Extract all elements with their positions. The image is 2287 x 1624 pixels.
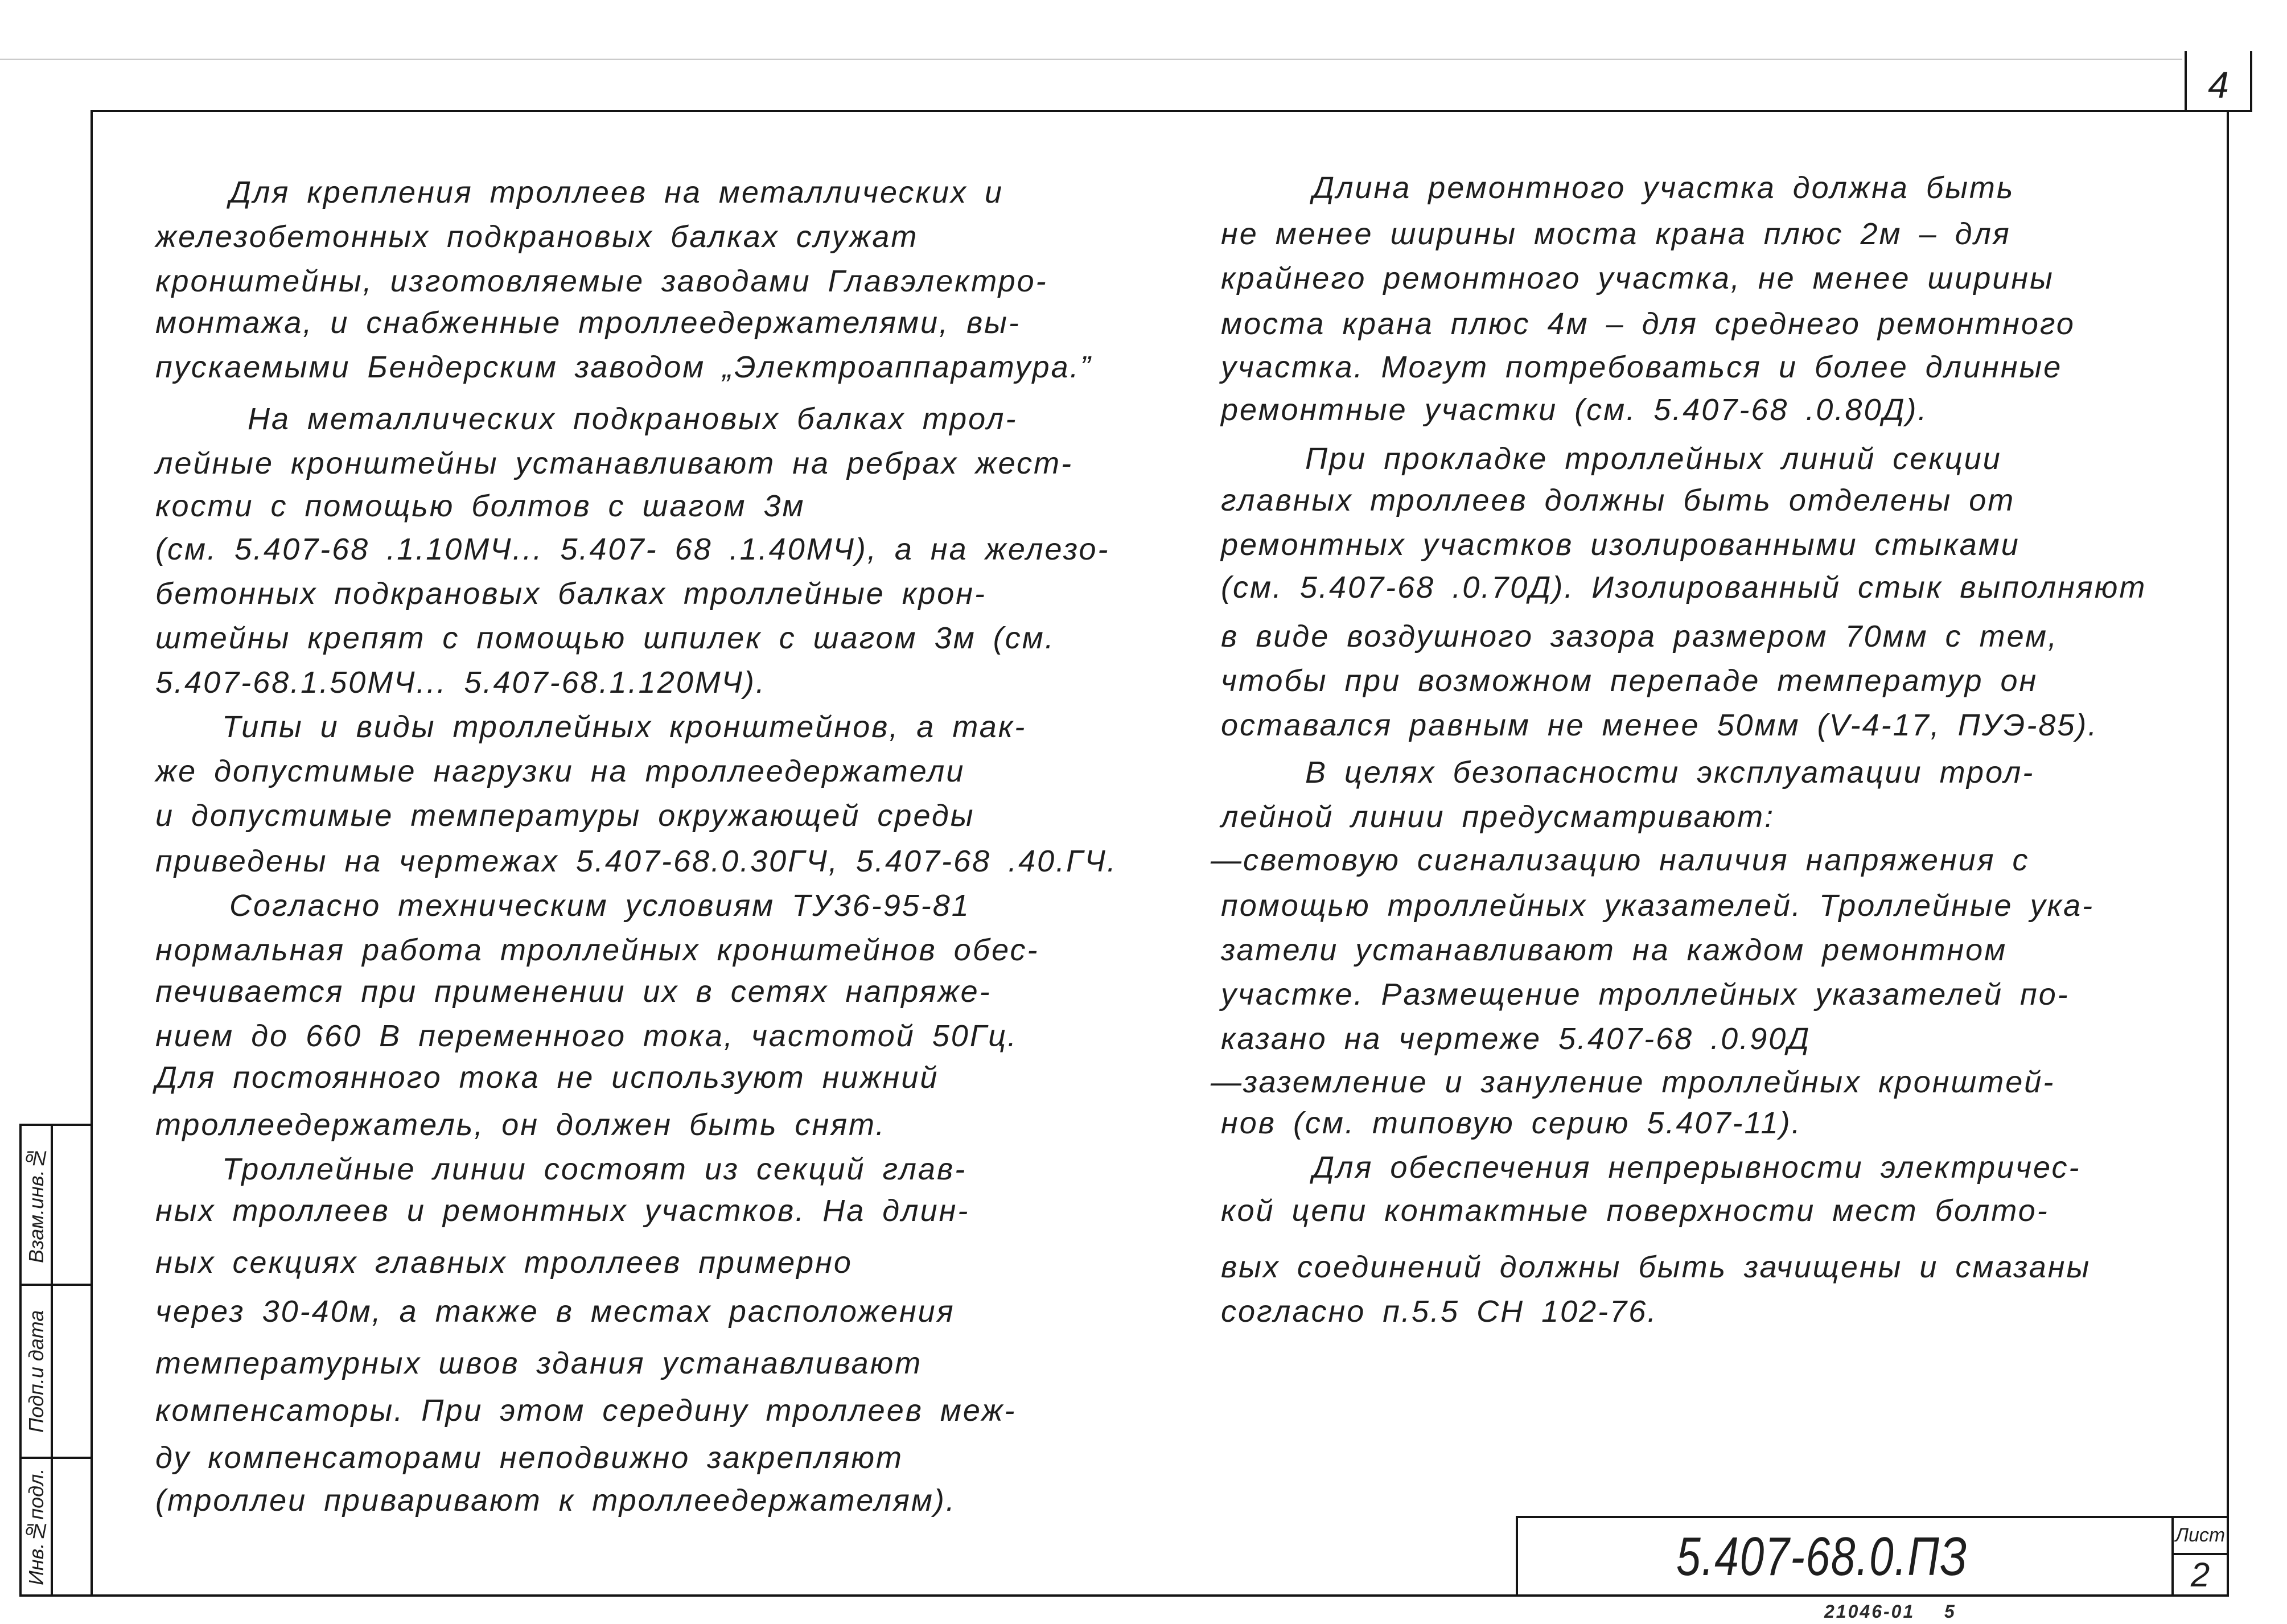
left-column-text-line: компенсаторы. При этом середину троллеев меж-	[155, 1393, 1017, 1428]
document-designation-cell	[1518, 1520, 2171, 1594]
left-column-text-line: печивается при применении их в сетях напряже-	[155, 975, 992, 1009]
right-column-text-line: В целях безопасности эксплуатации трол-	[1305, 755, 2035, 790]
left-column-text-line: пускаемыми Бендерским заводом „Электроаппаратура.”	[155, 350, 1092, 384]
left-column-text-line: ных троллеев и ремонтных участков. На длин-	[155, 1194, 970, 1228]
left-column-text-line: кронштейны, изготовляемые заводами Главэлектро-	[155, 264, 1048, 298]
right-column-text-line: главных троллеев должны быть отделены от	[1221, 483, 2015, 517]
left-column-text-line: же допустимые нагрузки на троллеедержатели	[155, 754, 965, 788]
left-column-text-line: температурных швов здания устанавливают	[155, 1346, 923, 1380]
right-column-text-line: участке. Размещение троллейных указателей по-	[1221, 977, 2070, 1012]
left-column-text-line: На металлических подкрановых балках трол-	[248, 402, 1018, 436]
right-column-text-line: Для обеспечения непрерывности электричес-	[1313, 1150, 2081, 1185]
right-column-text-line: вых соединений должны быть зачищены и смазаны	[1221, 1250, 2091, 1284]
left-column-text-line: бетонных подкрановых балках троллейные крон-	[155, 577, 986, 611]
left-column-text-line: нормальная работа троллейных кронштейнов обес-	[155, 933, 1039, 967]
right-column-text-line: согласно п.5.5 СН 102-76.	[1221, 1294, 1658, 1329]
right-column-text-line: ремонтных участков изолированными стыками	[1221, 528, 2020, 562]
right-column-text-line: При прокладке троллейных линий секции	[1305, 442, 2002, 476]
left-column-text-line: ных секциях главных троллеев примерно	[155, 1245, 853, 1280]
left-column-text-line: через 30-40м, а также в местах расположения	[155, 1294, 955, 1329]
right-column-text-line: оставался равным не менее 50мм (V-4-17, ПУЭ-85).	[1221, 708, 2099, 742]
right-column-text-line: помощью троллейных указателей. Троллейные ука-	[1221, 889, 2095, 923]
left-column-text-line: Для постоянного тока не используют нижний	[155, 1060, 939, 1095]
sheet-label: Лист	[2175, 1524, 2226, 1546]
right-column-text-line: —световую сигнализацию наличия напряжения с	[1211, 843, 2030, 877]
title-block-top-line	[1516, 1516, 2229, 1518]
right-column-text-line: участка. Могут потребоваться и более длинные	[1221, 350, 2063, 384]
right-column-text-line: ремонтные участки (см. 5.407-68 .0.80Д).	[1221, 393, 1928, 427]
right-column-text-line: чтобы при возможном перепаде температур он	[1221, 664, 2038, 698]
stamp-signature-date-label: Подп.и дата	[24, 1310, 48, 1433]
right-column-text-line: в виде воздушного зазора размером 70мм с тем,	[1221, 619, 2059, 653]
right-column-text-line: Длина ремонтного участка должна быть	[1313, 171, 2015, 205]
left-column-text-line: троллеедержатель, он должен быть снят.	[155, 1108, 886, 1142]
left-column-text-line: штейны крепят с помощью шпилек с шагом 3м (см.	[155, 621, 1055, 655]
bottom-code: 21046-01 5	[1824, 1601, 1956, 1622]
left-column-text-line: приведены на чертежах 5.407-68.0.30ГЧ, 5.407-68 .40.ГЧ.	[155, 844, 1117, 878]
right-column-text-line: кой цепи контактные поверхности мест болто-	[1221, 1194, 2049, 1228]
left-column-text-line: (см. 5.407-68 .1.10МЧ... 5.407- 68 .1.40МЧ), а на железо-	[155, 532, 1110, 566]
left-column-text-line: и допустимые температуры окружающей среды	[155, 799, 975, 833]
right-column-text-line: крайнего ремонтного участка, не менее ширины	[1221, 261, 2054, 295]
left-column-text-line: Типы и виды троллейных кронштейнов, а так-	[222, 710, 1027, 744]
left-column-text-line: Троллейные линии состоят из секций глав-	[222, 1152, 967, 1186]
left-column-text-line: кости с помощью болтов с шагом 3м	[155, 489, 805, 523]
right-column-text-line: моста крана плюс 4м – для среднего ремонтного	[1221, 307, 2075, 341]
left-column-text-line: 5.407-68.1.50МЧ... 5.407-68.1.120МЧ).	[155, 665, 766, 700]
right-column-text-line: (см. 5.407-68 .0.70Д). Изолированный стык выполняют	[1221, 570, 2147, 605]
right-column-text-line: лейной линии предусматривают:	[1221, 800, 1775, 834]
right-column-text-line: не менее ширины моста крана плюс 2м – для	[1221, 217, 2011, 251]
left-column-text-line: железобетонных подкрановых балках служат	[155, 220, 919, 254]
corner-page-number: 4	[2208, 64, 2229, 106]
sheet-number: 2	[2190, 1556, 2210, 1594]
left-column-text-line: лейные кронштейны устанавливают на ребрах жест-	[155, 446, 1073, 480]
left-column-text-line: Для крепления троллеев на металлических и	[229, 175, 1003, 209]
left-column-text-line: (троллеи приваривают к троллеедержателям).	[155, 1483, 956, 1518]
stamp-replaced-inventory-label: Взам.инв.№	[24, 1146, 48, 1263]
left-column-text-line: монтажа, и снабженные троллеедержателями, вы-	[155, 306, 1021, 340]
right-column-text-line: затели устанавливают на каждом ремонтном	[1221, 933, 2008, 967]
left-column-text-line: нием до 660 В переменного тока, частотой 50Гц.	[155, 1019, 1018, 1053]
right-column-text-line: нов (см. типовую серию 5.407-11).	[1221, 1106, 1802, 1140]
left-column-text-line: ду компенсаторами неподвижно закрепляют	[155, 1441, 903, 1475]
right-column-text-line: казано на чертеже 5.407-68 .0.90Д	[1221, 1022, 1811, 1056]
right-column-text-line: —заземление и зануление троллейных кронштей-	[1211, 1065, 2055, 1099]
left-column-text-line: Согласно техническим условиям ТУ36-95-81	[229, 889, 970, 923]
stamp-original-inventory-label: Инв.№подл.	[24, 1468, 48, 1585]
document-designation: 5.407-68.0.ПЗ	[1676, 1526, 1968, 1587]
